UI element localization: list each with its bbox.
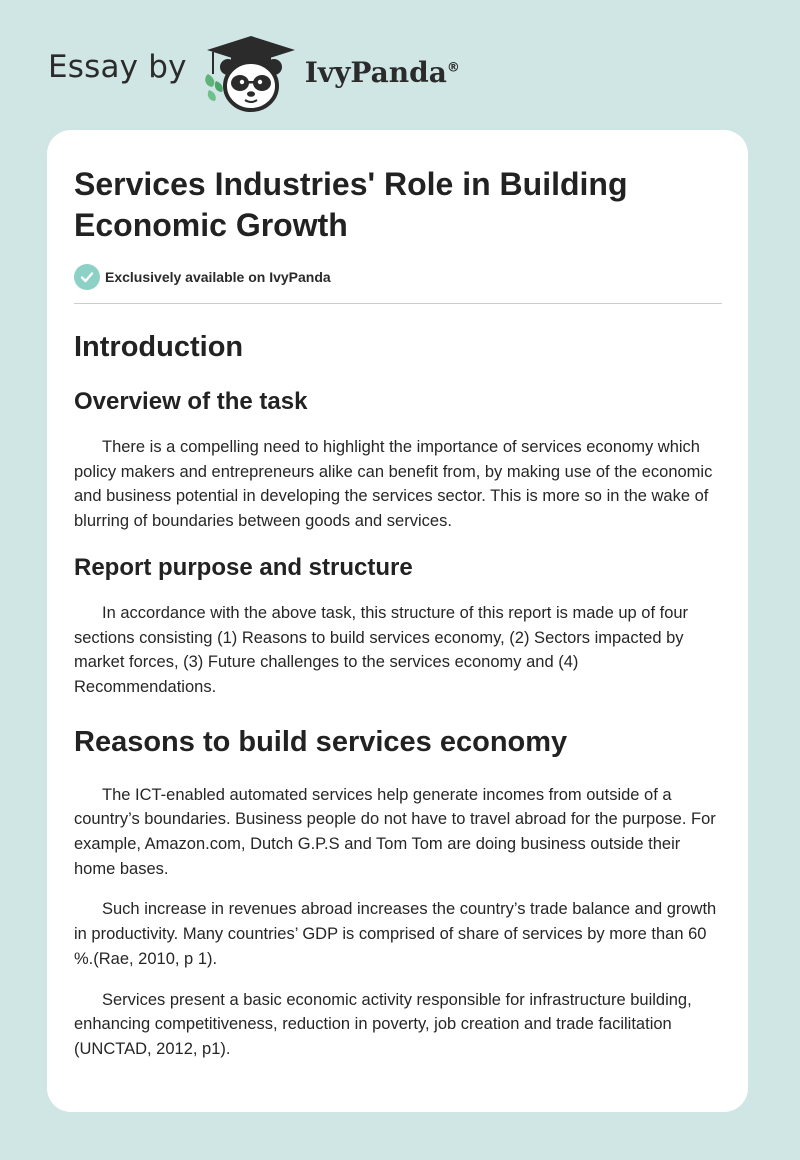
subheading-purpose: Report purpose and structure [74, 553, 413, 581]
paragraph-reasons-2: Such increase in revenues abroad increases the country’s trade balance and growth in productivity. Many countries’ GDP is comprised of share of services by more than 60 %.(Rae, 2010, p 1). [74, 900, 717, 968]
panda-graduate-logo-icon[interactable] [203, 34, 299, 114]
paragraph-reasons-1: The ICT-enabled automated services help generate incomes from outside of a country’s boundaries. Business people do not have to travel abroad for the purpose. For example, Amazon.com, Dutch G.P.S and Tom Tom are doing business outside their home bases. [74, 785, 716, 878]
exclusive-label: Exclusively available on IvyPanda [105, 269, 331, 285]
brand-prefix: Essay by [48, 49, 187, 85]
article-card [47, 130, 748, 1112]
paragraph-reasons-3: Services present a basic economic activity responsible for infrastructure building, enhancing competitiveness, reduction in poverty, job creation and trade facilitation (UNCTAD, 2012, p1). [74, 990, 692, 1058]
brand-header [48, 34, 460, 114]
exclusive-badge [74, 264, 722, 290]
title-divider [74, 303, 722, 304]
paragraph-overview: There is a compelling need to highlight the importance of services economy which policy makers and entrepreneurs alike can benefit from, by making use of the economic and business potential in developing the services sector. This is more so in the wake of blurring of boundaries between goods and services. [74, 438, 713, 531]
paragraph-purpose: In accordance with the above task, this structure of this report is made up of four sections consisting (1) Reasons to build services economy, (2) Sectors impacted by market forces, (3) Future challenges to the services economy and (4) Recommendations. [74, 603, 689, 696]
article-title: Services Industries' Role in Building Economic Growth [74, 166, 628, 243]
check-icon [74, 264, 100, 290]
registered-mark: ® [446, 60, 460, 76]
subheading-overview: Overview of the task [74, 388, 308, 415]
section-heading-reasons: Reasons to build services economy [74, 725, 568, 758]
brand-name[interactable]: IvyPanda® [304, 55, 460, 89]
section-heading-introduction: Introduction [74, 331, 244, 363]
